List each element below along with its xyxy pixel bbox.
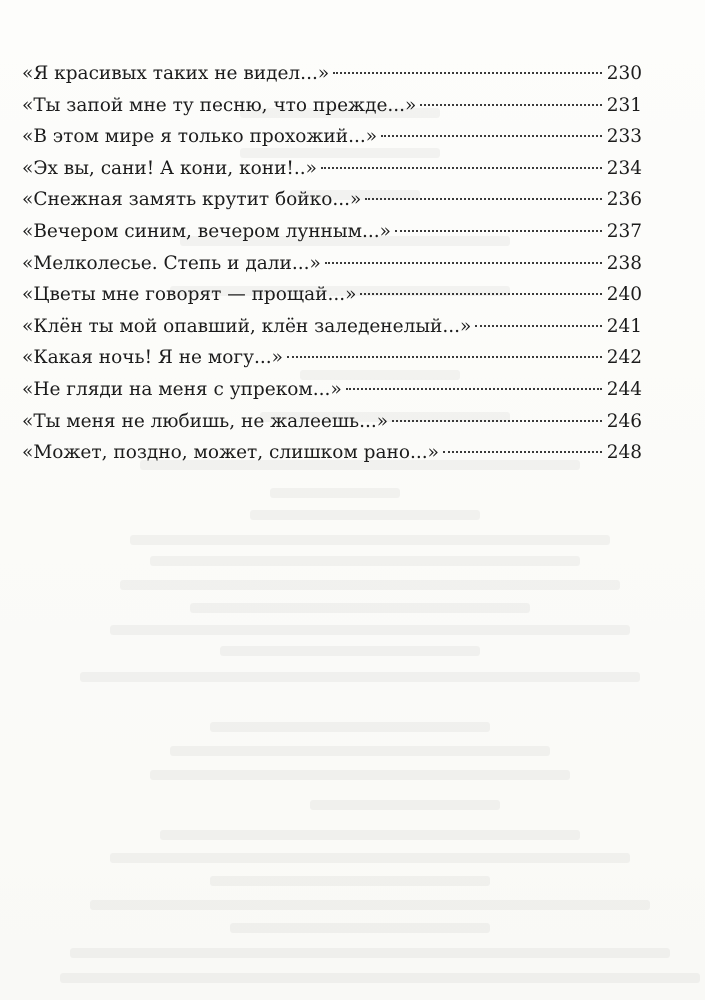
toc-entry — [22, 153, 642, 185]
toc-entry-title: «Какая ночь! Я не могу...» — [22, 347, 283, 369]
toc-entry-title: «Может, поздно, может, слишком рано...» — [22, 442, 439, 464]
toc-entry-page: 244 — [606, 378, 642, 400]
toc-entry-title: «Снежная замять крутит бойко...» — [22, 189, 362, 211]
toc-leader-dots — [475, 325, 602, 327]
toc-entry — [22, 248, 642, 280]
toc-entry-title: «Не гляди на меня с упреком...» — [22, 378, 342, 400]
toc-entry-title: «Цветы мне говорят — прощай...» — [22, 284, 357, 306]
toc-entry-page: 238 — [606, 252, 642, 274]
toc-entry — [22, 121, 642, 153]
toc-entry — [22, 184, 642, 216]
toc-entry — [22, 58, 642, 90]
toc-leader-dots — [346, 388, 602, 390]
toc-leader-dots — [333, 72, 602, 74]
toc-entry — [22, 279, 642, 311]
toc-entry-title: «Мелколесье. Степь и дали...» — [22, 252, 321, 274]
toc-entry-page: 230 — [606, 63, 642, 84]
toc-entry — [22, 342, 642, 374]
toc-entry-page: 236 — [606, 189, 642, 211]
toc-leader-dots — [321, 167, 602, 169]
toc-leader-dots — [420, 104, 602, 106]
toc-leader-dots — [443, 451, 602, 453]
toc-entry — [22, 311, 642, 343]
toc-leader-dots — [381, 135, 602, 137]
toc-leader-dots — [365, 198, 602, 200]
toc-entry — [22, 406, 642, 438]
toc-leader-dots — [392, 420, 602, 422]
toc-entry-page: 234 — [606, 157, 642, 179]
toc-entry — [22, 90, 642, 122]
toc-entry-page: 233 — [606, 126, 642, 148]
toc-entry-title: «Клён ты мой опавший, клён заледенелый...» — [22, 315, 472, 337]
toc-entry-title: «Ты запой мне ту песню, что прежде...» — [22, 94, 417, 116]
toc-entry — [22, 216, 642, 248]
toc-entry-page: 242 — [606, 347, 642, 369]
toc-entry-title: «Эх вы, сани! А кони, кони!..» — [22, 157, 317, 179]
toc-entry — [22, 437, 642, 469]
toc-entry-page: 231 — [606, 94, 642, 116]
toc-entry-page: 240 — [606, 284, 642, 306]
toc-entry-title: «Ты меня не любишь, не жалеешь...» — [22, 410, 389, 432]
toc-entry-title: «Вечером синим, вечером лунным...» — [22, 220, 391, 242]
table-of-contents — [22, 58, 642, 469]
toc-leader-dots — [325, 262, 602, 264]
toc-entry-page: 246 — [606, 410, 642, 432]
toc-entry-title: «В этом мире я только прохожий...» — [22, 126, 378, 148]
toc-entry-title: «Я красивых таких не видел...» — [22, 63, 330, 84]
toc-entry-page: 237 — [606, 220, 642, 242]
toc-leader-dots — [360, 293, 602, 295]
toc-leader-dots — [395, 230, 602, 232]
toc-leader-dots — [287, 356, 602, 358]
toc-entry-page: 248 — [606, 442, 642, 464]
toc-entry-page: 241 — [606, 315, 642, 337]
toc-entry — [22, 374, 642, 406]
